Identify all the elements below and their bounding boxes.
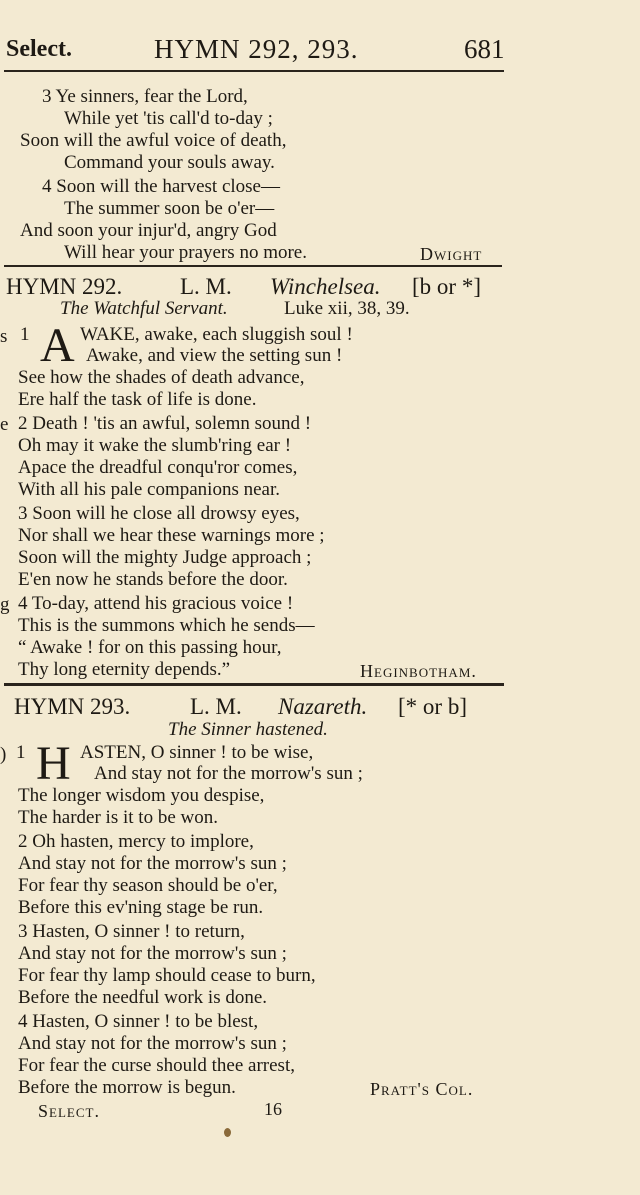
verse-line: Command your souls away. — [64, 152, 275, 173]
verse-line: 2 Death ! 'tis an awful, solemn sound ! — [18, 413, 312, 434]
verse-line: 4 Hasten, O sinner ! to be blest, — [18, 1011, 259, 1032]
hymn-divider — [4, 683, 504, 686]
margin-mark: g — [0, 594, 10, 615]
verse-line: Nor shall we hear these warnings more ; — [18, 525, 325, 546]
verse-line: While yet 'tis call'd to-day ; — [64, 108, 273, 129]
verse-line: The longer wisdom you despise, — [18, 785, 265, 806]
drop-cap: H — [36, 737, 71, 790]
ink-spot — [224, 1128, 231, 1137]
verse-line: And stay not for the morrow's sun ; — [18, 1033, 287, 1054]
margin-mark: ) — [0, 744, 7, 765]
verse-line: Apace the dreadful conqu'ror comes, — [18, 457, 298, 478]
verse-line: And stay not for the morrow's sun ; — [94, 763, 363, 784]
verse-line: Will hear your prayers no more. — [64, 242, 307, 263]
verse-line: See how the shades of death advance, — [18, 367, 305, 388]
author-attribution: Pratt's Col. — [370, 1079, 474, 1099]
author-attribution: Dwight — [420, 244, 483, 264]
page-number: 681 — [464, 34, 505, 64]
verse-line: Before the needful work is done. — [18, 987, 268, 1008]
verse-line: Before this ev'ning stage be run. — [18, 897, 264, 918]
hymn-292-meter: L. M. — [180, 274, 232, 299]
hymn-292-subtitle: The Watchful Servant. — [60, 298, 228, 319]
verse-line: 4 To-day, attend his gracious voice ! — [18, 593, 294, 614]
running-head-title: HYMN 292, 293. — [154, 34, 359, 64]
verse-number: 1 — [20, 324, 30, 345]
verse-line: WAKE, awake, each sluggish soul ! — [80, 324, 353, 345]
verse-line: Ere half the task of life is done. — [18, 389, 257, 410]
hymn-292-key: [b or *] — [412, 274, 481, 299]
running-head-section: Select. — [6, 36, 72, 62]
verse-line: This is the summons which he sends— — [18, 615, 315, 636]
verse-line: For fear the curse should thee arrest, — [18, 1055, 295, 1076]
verse-line: The harder is it to be won. — [18, 807, 218, 828]
verse-line: “ Awake ! for on this passing hour, — [18, 637, 282, 658]
hymn-divider — [4, 265, 502, 267]
verse-line: 3 Soon will he close all drowsy eyes, — [18, 503, 300, 524]
signature-mark: Select. — [38, 1101, 100, 1121]
verse-line: E'en now he stands before the door. — [18, 569, 288, 590]
hymn-292-number: HYMN 292. — [6, 274, 123, 299]
hymn-292-scripture: Luke xii, 38, 39. — [284, 298, 410, 319]
verse-number: 1 — [16, 742, 26, 763]
verse-line: Oh may it wake the slumb'ring ear ! — [18, 435, 292, 456]
verse-line: For fear thy season should be o'er, — [18, 875, 278, 896]
verse-line: With all his pale companions near. — [18, 479, 281, 500]
hymn-293-number: HYMN 293. — [14, 694, 131, 719]
margin-mark: e — [0, 414, 9, 435]
hymn-293-tune: Nazareth. — [278, 694, 368, 719]
verse-line: And stay not for the morrow's sun ; — [18, 853, 287, 874]
gathering-number: 16 — [264, 1099, 282, 1119]
verse-line: 3 Ye sinners, fear the Lord, — [42, 86, 248, 107]
author-attribution: Heginbotham. — [360, 661, 477, 681]
verse-line: 4 Soon will the harvest close— — [42, 176, 280, 197]
hymn-293-subtitle: The Sinner hastened. — [168, 719, 328, 740]
verse-line: Soon will the awful voice of death, — [20, 130, 287, 151]
verse-line: The summer soon be o'er— — [64, 198, 275, 219]
hymn-293-meter: L. M. — [190, 694, 242, 719]
hymn-292-tune: Winchelsea. — [270, 274, 381, 299]
drop-cap: A — [40, 319, 75, 372]
header-rule — [4, 70, 504, 72]
verse-line: ASTEN, O sinner ! to be wise, — [80, 742, 314, 763]
verse-line: 2 Oh hasten, mercy to implore, — [18, 831, 254, 852]
verse-line: And soon your injur'd, angry God — [20, 220, 277, 241]
verse-line: Before the morrow is begun. — [18, 1077, 236, 1098]
verse-line: Thy long eternity depends.” — [18, 659, 231, 680]
verse-line: Soon will the mighty Judge approach ; — [18, 547, 312, 568]
margin-mark: s — [0, 326, 8, 347]
verse-line: Awake, and view the setting sun ! — [86, 345, 343, 366]
verse-line: For fear thy lamp should cease to burn, — [18, 965, 316, 986]
verse-line: 3 Hasten, O sinner ! to return, — [18, 921, 245, 942]
verse-line: And stay not for the morrow's sun ; — [18, 943, 287, 964]
hymn-293-key: [* or b] — [398, 694, 467, 719]
